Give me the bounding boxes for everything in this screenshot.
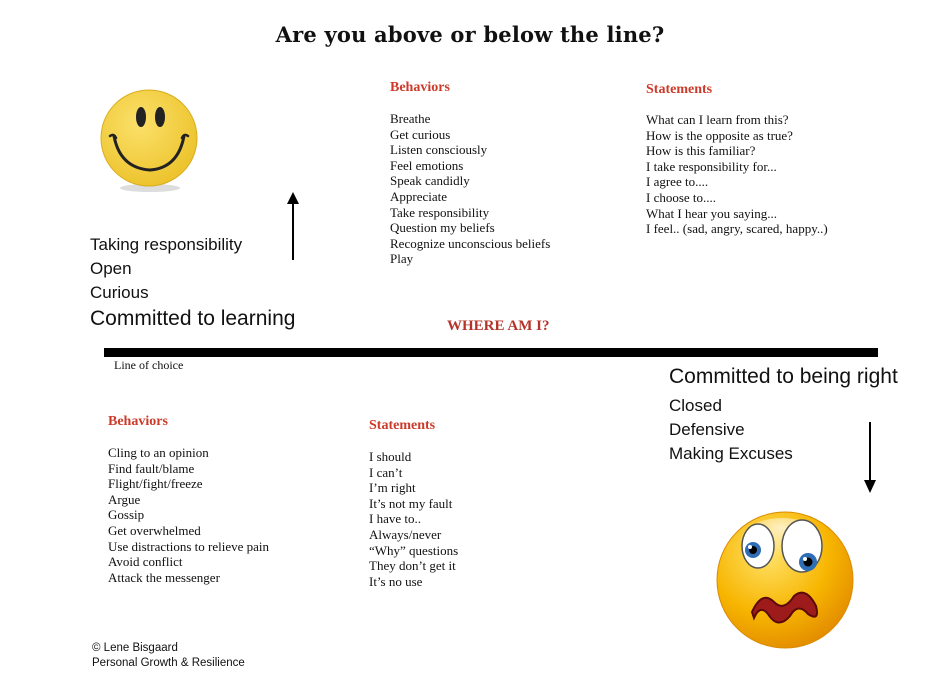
list-item: How is the opposite as true? — [646, 127, 793, 143]
above-statements-heading: Statements — [646, 82, 713, 97]
page-title: Are you above or below the line? — [275, 22, 665, 47]
below-commitment: Committed to being right — [669, 365, 898, 388]
list-item: I take responsibility for... — [646, 158, 777, 174]
list-item: Attack the messenger — [108, 569, 220, 585]
list-item: Find fault/blame — [108, 460, 195, 476]
arrow-down-icon — [863, 422, 877, 494]
above-statements-list — [646, 112, 828, 237]
list-item: Speak candidly — [390, 173, 470, 189]
list-item: It’s not my fault — [369, 495, 453, 511]
list-item: I have to.. — [369, 511, 421, 527]
list-item: Question my beliefs — [390, 220, 495, 236]
list-item: I can’t — [369, 464, 403, 480]
list-item: They don’t get it — [369, 558, 456, 574]
list-item: Take responsibility — [390, 204, 490, 220]
trait-item: Taking responsibility — [90, 235, 243, 254]
list-item: Avoid conflict — [108, 554, 183, 570]
footer-subtitle: Personal Growth & Resilience — [92, 657, 245, 669]
list-item: Get overwhelmed — [108, 522, 201, 538]
below-statements-list — [369, 449, 458, 589]
above-commitment: Committed to learning — [90, 307, 296, 330]
list-item: Appreciate — [390, 188, 448, 204]
trait-item: Defensive — [669, 420, 745, 439]
list-item: I feel.. (sad, angry, scared, happy..) — [646, 221, 828, 237]
below-traits — [669, 396, 793, 468]
list-item: Always/never — [369, 526, 442, 542]
list-item: Argue — [108, 491, 141, 507]
list-item: Use distractions to relieve pain — [108, 538, 270, 554]
list-item: Cling to an opinion — [108, 445, 209, 460]
list-item: I agree to.... — [646, 174, 709, 190]
where-am-i-label: WHERE AM I? — [447, 318, 550, 334]
list-item: What can I learn from this? — [646, 112, 789, 127]
list-item: Flight/fight/freeze — [108, 476, 203, 492]
list-item: Listen consciously — [390, 142, 488, 158]
list-item: Recognize unconscious beliefs — [390, 235, 551, 251]
list-item: Breathe — [390, 111, 431, 126]
below-behaviors-list — [108, 445, 269, 585]
below-behaviors-heading: Behaviors — [108, 414, 168, 429]
list-item: How is this familiar? — [646, 143, 756, 159]
line-of-choice — [104, 348, 878, 357]
arrow-up-icon — [286, 192, 300, 260]
list-item: I choose to.... — [646, 189, 717, 205]
list-item: Play — [390, 251, 414, 267]
above-behaviors-list — [390, 111, 550, 267]
list-item: Gossip — [108, 507, 145, 523]
list-item: Get curious — [390, 126, 451, 142]
trait-item: Making Excuses — [669, 444, 793, 463]
worried-face-icon — [712, 506, 858, 652]
list-item: I should — [369, 449, 412, 464]
footer-credit — [92, 641, 245, 671]
list-item: “Why” questions — [369, 542, 459, 558]
trait-item: Closed — [669, 396, 722, 415]
above-traits — [90, 235, 242, 307]
line-of-choice-caption: Line of choice — [114, 358, 184, 372]
list-item: I’m right — [369, 480, 416, 496]
above-behaviors-heading: Behaviors — [390, 80, 450, 95]
list-item: Feel emotions — [390, 157, 464, 173]
below-statements-heading: Statements — [369, 418, 436, 433]
trait-item: Curious — [90, 283, 149, 302]
list-item: What I hear you saying... — [646, 205, 778, 221]
smiley-face-icon — [100, 86, 198, 196]
footer-copyright: © Lene Bisgaard — [92, 642, 178, 654]
trait-item: Open — [90, 259, 132, 278]
list-item: It’s no use — [369, 573, 423, 589]
